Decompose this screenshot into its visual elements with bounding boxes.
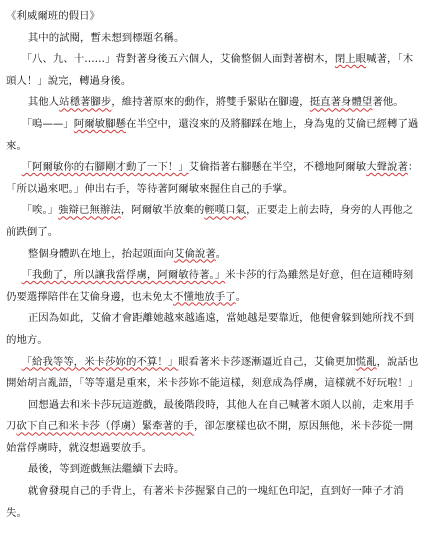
underlined-text-segment: 砍下自己和米卡莎（俘虜）緊牽著的手 (16, 420, 194, 433)
underlined-text-segment: 阿爾敏腳懸 (73, 117, 126, 130)
text-segment: 艾倫指著右腳懸在半空，不穩地阿爾敏 (188, 161, 367, 174)
text-segment: 在半空中，還沒來的及將腳踩在地上，身為鬼的艾倫已經轉了過來。 (6, 117, 419, 152)
paragraph-p10 (6, 352, 422, 395)
paragraph-p12 (6, 459, 422, 481)
paragraph-p9 (6, 308, 422, 351)
paragraph-p2 (6, 49, 422, 92)
underlined-text-segment: 輕嘆口氣 (204, 204, 247, 217)
text-segment: 著他。 (372, 96, 404, 109)
paragraph-p6 (6, 200, 422, 243)
paragraph-p7 (6, 244, 422, 266)
text-segment: ，卻怎麼樣也砍不開，原因無他，米卡莎從一開始當俘虜時，就沒想過要放手。 (6, 420, 414, 454)
text-segment: 就會發現自己的手背上，有著米卡莎握緊自己的一塊紅色印記，直到好一陣子才消失。 (6, 485, 404, 519)
paragraph-p3 (6, 92, 422, 114)
text-segment: 眼看著米卡莎逐漸逼近自己，艾倫更加 (178, 355, 356, 368)
text-segment: ，正要走上前去時，身旁的人再他之前跌倒了。 (6, 204, 414, 238)
document-title: 《利威爾班的假日》 (6, 10, 100, 22)
paragraph-p8 (6, 265, 422, 308)
text-segment: 最後，等到遊戲無法繼續下去時。 (27, 463, 185, 476)
text-segment: ：「所以過來吧。」伸出右手，等待著阿爾敏來握住自己的手掌。 (6, 161, 419, 195)
text-segment: 「八、九、十……」背對著身後五六個人，艾倫整個人面對著樹木， (21, 53, 335, 66)
underlined-text-segment: 慌亂 (355, 355, 377, 368)
text-segment: ，維持著原來的動作，將雙手緊貼在腳邊， (111, 96, 310, 109)
underlined-text-segment: 閉上眼 (334, 53, 367, 66)
text-segment: 。 (235, 290, 247, 303)
underlined-text-segment: 不懂地放手了 (173, 290, 236, 303)
paragraph-p11 (6, 395, 422, 460)
underlined-text-segment: 「給我等等，米卡莎妳的不算！」 (21, 355, 179, 368)
text-segment: 其中的試閱，暫未想到標題名稱。 (27, 31, 185, 44)
text-segment: 「嗚——」 (21, 117, 74, 130)
paragraph-p5 (6, 157, 422, 200)
text-segment: ，阿爾敏半放棄的 (120, 204, 205, 217)
text-segment: 其他人 (27, 96, 60, 109)
document-body (6, 28, 422, 525)
text-segment: 。 (215, 247, 227, 260)
underlined-text-segment: 「我動了，所以讓我當俘虜，阿爾敏待著。」 (21, 269, 226, 282)
text-segment: ，說話也開始胡言亂語，「等等還是重來，米卡莎妳不能這樣，刻意成為俘虜，這樣就不好玩啦！」 (6, 355, 419, 390)
paragraph-p13 (6, 481, 422, 524)
paragraph-p4 (6, 114, 422, 157)
underlined-text-segment: 強辯已無辦法 (58, 204, 121, 217)
underlined-text-segment: 「阿爾敏你的右腳剛才動了一下！」 (21, 161, 189, 174)
paragraph-p1 (6, 28, 422, 50)
text-segment: 「唉。」 (21, 204, 59, 217)
underlined-text-segment: 站穩著腳步 (59, 96, 112, 109)
underlined-text-segment: 艾倫說著 (174, 247, 216, 260)
text-segment: 整個身體趴在地上，抬起頭面向 (27, 247, 174, 260)
text-segment: 正因為如此，艾倫才會距離她越來越遙遠，當她越是要靠近，他便會躲到她所找不到的地方。 (6, 312, 415, 346)
underlined-text-segment: 挺直著身體望 (309, 96, 373, 109)
underlined-text-segment: 大聲說著 (366, 161, 408, 174)
text-segment: 喊著，「木頭人！」說完，轉過身後。 (6, 53, 414, 87)
text-segment: 米卡莎的行為雖然是好意，但在這種時刻仍要選擇陪伴在艾倫身邊，也未免太 (6, 269, 414, 303)
text-segment: 回想過去和米卡莎玩這遊戲，最後階段時，其他人在自己喊著木頭人以前，走來用手刀 (6, 398, 415, 433)
